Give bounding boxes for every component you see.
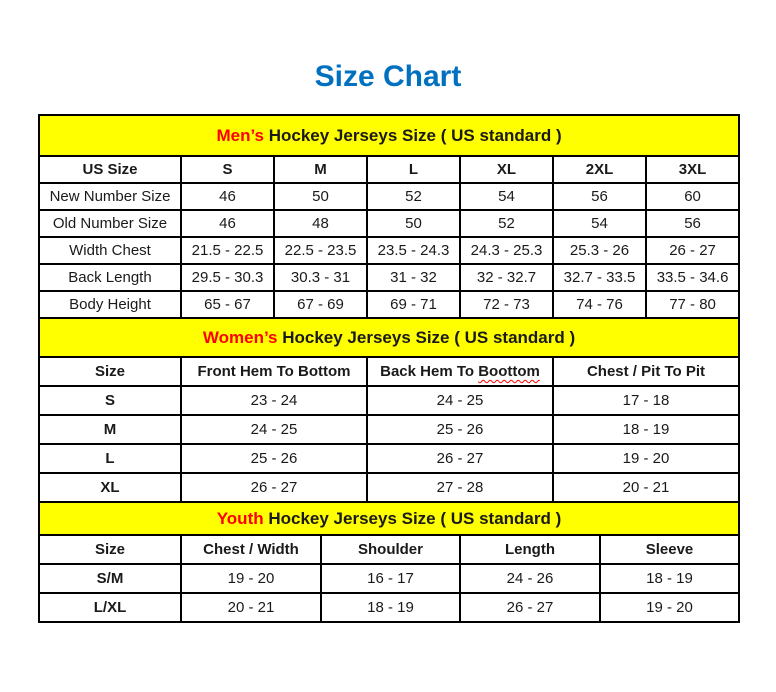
data-cell: 56 — [553, 183, 646, 210]
row-label: Width Chest — [39, 237, 181, 264]
data-cell: 18 - 19 — [553, 415, 739, 444]
data-cell: 19 - 20 — [181, 564, 321, 593]
row-label: L — [39, 444, 181, 473]
youth-header-cell: Size — [39, 535, 181, 564]
womens-section-rest: Hockey Jerseys Size ( US standard ) — [277, 327, 576, 347]
data-cell: 20 - 21 — [181, 593, 321, 622]
size-chart — [38, 114, 738, 623]
womens-header-cell-misspelled — [367, 357, 553, 386]
mens-header-cell: S — [181, 156, 274, 183]
womens-header-cell: Front Hem To Bottom — [181, 357, 367, 386]
row-label: M — [39, 415, 181, 444]
data-cell: 26 - 27 — [460, 593, 600, 622]
data-cell: 20 - 21 — [553, 473, 739, 502]
mens-section-rest: Hockey Jerseys Size ( US standard ) — [264, 125, 562, 145]
data-cell: 74 - 76 — [553, 291, 646, 318]
data-cell: 77 - 80 — [646, 291, 739, 318]
data-cell: 32.7 - 33.5 — [553, 264, 646, 291]
data-cell: 25.3 - 26 — [553, 237, 646, 264]
row-label: Old Number Size — [39, 210, 181, 237]
row-label: New Number Size — [39, 183, 181, 210]
data-cell: 18 - 19 — [600, 564, 739, 593]
youth-header-cell: Chest / Width — [181, 535, 321, 564]
mens-section-accent: Men’s — [216, 125, 264, 145]
womens-row-s — [39, 386, 739, 415]
data-cell: 26 - 27 — [367, 444, 553, 473]
mens-header-row — [39, 156, 739, 183]
data-cell: 26 - 27 — [181, 473, 367, 502]
data-cell: 16 - 17 — [321, 564, 460, 593]
mens-size-table — [38, 114, 740, 319]
mens-header-cell: 2XL — [553, 156, 646, 183]
womens-header-back-hem-pre: Back Hem To — [380, 363, 479, 380]
data-cell: 25 - 26 — [181, 444, 367, 473]
mens-section-band — [39, 115, 739, 156]
data-cell: 54 — [460, 183, 553, 210]
mens-section-title — [39, 115, 739, 156]
data-cell: 69 - 71 — [367, 291, 460, 318]
row-label: L/XL — [39, 593, 181, 622]
page-title: Size Chart — [314, 60, 462, 93]
youth-section-accent: Youth — [216, 508, 264, 528]
womens-header-cell: Size — [39, 357, 181, 386]
data-cell: 30.3 - 31 — [274, 264, 367, 291]
data-cell: 50 — [274, 183, 367, 210]
data-cell: 24.3 - 25.3 — [460, 237, 553, 264]
data-cell: 17 - 18 — [553, 386, 739, 415]
womens-size-table — [38, 317, 740, 503]
youth-header-row — [39, 535, 739, 564]
mens-header-cell: L — [367, 156, 460, 183]
mens-row-old-number-size — [39, 210, 739, 237]
data-cell: 22.5 - 23.5 — [274, 237, 367, 264]
data-cell: 19 - 20 — [600, 593, 739, 622]
data-cell: 29.5 - 30.3 — [181, 264, 274, 291]
data-cell: 31 - 32 — [367, 264, 460, 291]
data-cell: 60 — [646, 183, 739, 210]
data-cell: 24 - 25 — [367, 386, 553, 415]
data-cell: 50 — [367, 210, 460, 237]
youth-row-lxl — [39, 593, 739, 622]
data-cell: 56 — [646, 210, 739, 237]
womens-header-cell: Chest / Pit To Pit — [553, 357, 739, 386]
data-cell: 18 - 19 — [321, 593, 460, 622]
mens-row-body-height — [39, 291, 739, 318]
youth-header-cell: Sleeve — [600, 535, 739, 564]
mens-header-cell: 3XL — [646, 156, 739, 183]
data-cell: 24 - 26 — [460, 564, 600, 593]
womens-header-misspelled-word: Boottom — [478, 363, 540, 380]
data-cell: 67 - 69 — [274, 291, 367, 318]
data-cell: 54 — [553, 210, 646, 237]
data-cell: 48 — [274, 210, 367, 237]
youth-size-table — [38, 501, 740, 623]
data-cell: 72 - 73 — [460, 291, 553, 318]
mens-header-cell: XL — [460, 156, 553, 183]
row-label: Back Length — [39, 264, 181, 291]
mens-row-width-chest — [39, 237, 739, 264]
womens-header-row — [39, 357, 739, 386]
youth-row-sm — [39, 564, 739, 593]
mens-header-cell: US Size — [39, 156, 181, 183]
womens-row-l — [39, 444, 739, 473]
row-label: XL — [39, 473, 181, 502]
data-cell: 19 - 20 — [553, 444, 739, 473]
data-cell: 23 - 24 — [181, 386, 367, 415]
row-label: S/M — [39, 564, 181, 593]
data-cell: 32 - 32.7 — [460, 264, 553, 291]
womens-row-m — [39, 415, 739, 444]
data-cell: 21.5 - 22.5 — [181, 237, 274, 264]
data-cell: 23.5 - 24.3 — [367, 237, 460, 264]
data-cell: 52 — [367, 183, 460, 210]
youth-header-cell: Shoulder — [321, 535, 460, 564]
data-cell: 26 - 27 — [646, 237, 739, 264]
womens-section-accent: Women’s — [202, 327, 278, 347]
womens-section-band — [39, 318, 739, 357]
data-cell: 24 - 25 — [181, 415, 367, 444]
mens-header-cell: M — [274, 156, 367, 183]
youth-section-rest: Hockey Jerseys Size ( US standard ) — [263, 508, 562, 528]
womens-section-title — [39, 318, 739, 357]
youth-header-cell: Length — [460, 535, 600, 564]
data-cell: 25 - 26 — [367, 415, 553, 444]
row-label: S — [39, 386, 181, 415]
womens-row-xl — [39, 473, 739, 502]
data-cell: 52 — [460, 210, 553, 237]
mens-row-back-length — [39, 264, 739, 291]
data-cell: 33.5 - 34.6 — [646, 264, 739, 291]
youth-section-title — [39, 502, 739, 535]
youth-section-band — [39, 502, 739, 535]
data-cell: 27 - 28 — [367, 473, 553, 502]
row-label: Body Height — [39, 291, 181, 318]
data-cell: 46 — [181, 183, 274, 210]
data-cell: 65 - 67 — [181, 291, 274, 318]
data-cell: 46 — [181, 210, 274, 237]
mens-row-new-number-size — [39, 183, 739, 210]
